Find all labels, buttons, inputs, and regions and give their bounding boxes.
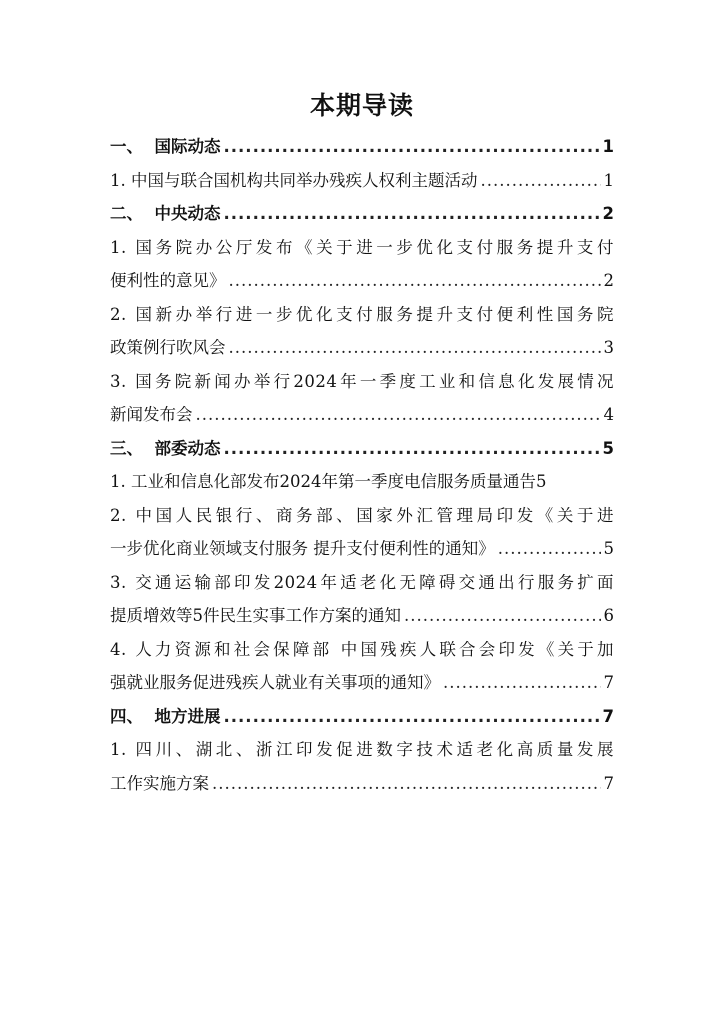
- toc-line: [110, 164, 614, 198]
- toc-line: [110, 197, 614, 231]
- toc-line: [110, 666, 614, 700]
- dot-leader: [229, 331, 601, 365]
- page-number: 7: [602, 706, 614, 726]
- toc-item[interactable]: [110, 633, 614, 700]
- toc-entry-text: 新闻发布会: [110, 405, 193, 424]
- dot-leader: [443, 666, 601, 700]
- page-number: 5: [535, 472, 547, 491]
- page-title: 本期导读: [309, 91, 414, 120]
- toc-entry-text: 工作实施方案: [110, 773, 209, 793]
- dot-leader: [224, 130, 600, 164]
- toc-entry-text: 3. 交通运输部印发2024年适老化无障碍交通出行服务扩面: [110, 572, 614, 592]
- toc-line: [110, 633, 614, 667]
- toc-entry-text: 1. 中国与联合国机构共同举办残疾人权利主题活动: [110, 170, 478, 190]
- toc-section[interactable]: [110, 197, 614, 231]
- toc-entry-text: 2. 中国人民银行、商务部、国家外汇管理局印发《关于进: [110, 505, 614, 525]
- toc-line: [110, 566, 614, 600]
- toc-entry-text: 便利性的意见》: [110, 271, 226, 290]
- toc-entry-text: 3. 国务院新闻办举行2024年一季度工业和信息化发展情况: [110, 371, 614, 391]
- page-number: 7: [603, 773, 614, 793]
- page-number: 1: [603, 170, 614, 190]
- toc-item[interactable]: [110, 365, 614, 432]
- dot-leader: [224, 432, 600, 466]
- dot-leader: [196, 398, 601, 432]
- toc-item[interactable]: [110, 465, 614, 499]
- toc-line: [110, 231, 614, 265]
- toc-item[interactable]: [110, 298, 614, 365]
- toc-entry-text: 三、 部委动态: [110, 438, 221, 458]
- page-number: 3: [603, 338, 614, 357]
- toc-line: [110, 499, 614, 533]
- toc-line: [110, 599, 614, 633]
- page-number: 2: [602, 204, 614, 223]
- toc-entry-text: 1. 国务院办公厅发布《关于进一步优化支付服务提升支付: [110, 237, 614, 257]
- toc-line: [110, 767, 614, 801]
- page-number: 5: [602, 438, 614, 458]
- toc-line: [110, 532, 614, 566]
- dot-leader: [481, 164, 601, 198]
- toc-item[interactable]: [110, 566, 614, 633]
- toc-section[interactable]: [110, 432, 614, 466]
- toc-line: [110, 465, 614, 499]
- toc-entry-text: 强就业服务促进残疾人就业有关事项的通知》: [110, 673, 440, 692]
- table-of-contents: [110, 130, 614, 800]
- toc-entry-text: 一、 国际动态: [110, 137, 221, 156]
- toc-entry-text: 1. 四川、湖北、浙江印发促进数字技术适老化高质量发展: [110, 740, 614, 759]
- toc-line: [110, 365, 614, 399]
- page-number: 7: [603, 673, 614, 692]
- toc-line: [110, 130, 614, 164]
- dot-leader: [212, 767, 601, 801]
- toc-entry-text: 4. 人力资源和社会保障部 中国残疾人联合会印发《关于加: [110, 639, 614, 659]
- dot-leader: [224, 700, 600, 734]
- page-number: 5: [603, 539, 614, 558]
- page-number: 4: [603, 405, 614, 424]
- toc-line: [110, 432, 614, 466]
- toc-section[interactable]: [110, 700, 614, 734]
- page-number: 2: [603, 271, 614, 290]
- dot-leader: [498, 532, 601, 566]
- toc-line: [110, 298, 614, 332]
- toc-item[interactable]: [110, 499, 614, 566]
- toc-entry-text: 一步优化商业领域支付服务 提升支付便利性的通知》: [110, 539, 495, 558]
- toc-entry-text: 政策例行吹风会: [110, 338, 226, 357]
- page-number: 6: [603, 606, 614, 625]
- dot-leader: [224, 197, 600, 231]
- toc-entry-text: 1. 工业和信息化部发布2024年第一季度电信服务质量通告: [110, 472, 536, 491]
- toc-line: [110, 331, 614, 365]
- toc-line: [110, 700, 614, 734]
- toc-entry-text: 二、 中央动态: [110, 204, 221, 223]
- toc-entry-text: 提质增效等5件民生实事工作方案的通知: [110, 606, 401, 625]
- page-number: 1: [602, 137, 614, 156]
- toc-line: [110, 733, 614, 767]
- toc-section[interactable]: [110, 130, 614, 164]
- toc-line: [110, 264, 614, 298]
- toc-entry-text: 四、 地方进展: [110, 706, 221, 726]
- toc-item[interactable]: [110, 164, 614, 198]
- dot-leader: [404, 599, 601, 633]
- toc-entry-text: 2. 国新办举行进一步优化支付服务提升支付便利性国务院: [110, 304, 614, 324]
- toc-item[interactable]: [110, 733, 614, 800]
- toc-item[interactable]: [110, 231, 614, 298]
- dot-leader: [229, 264, 601, 298]
- toc-line: [110, 398, 614, 432]
